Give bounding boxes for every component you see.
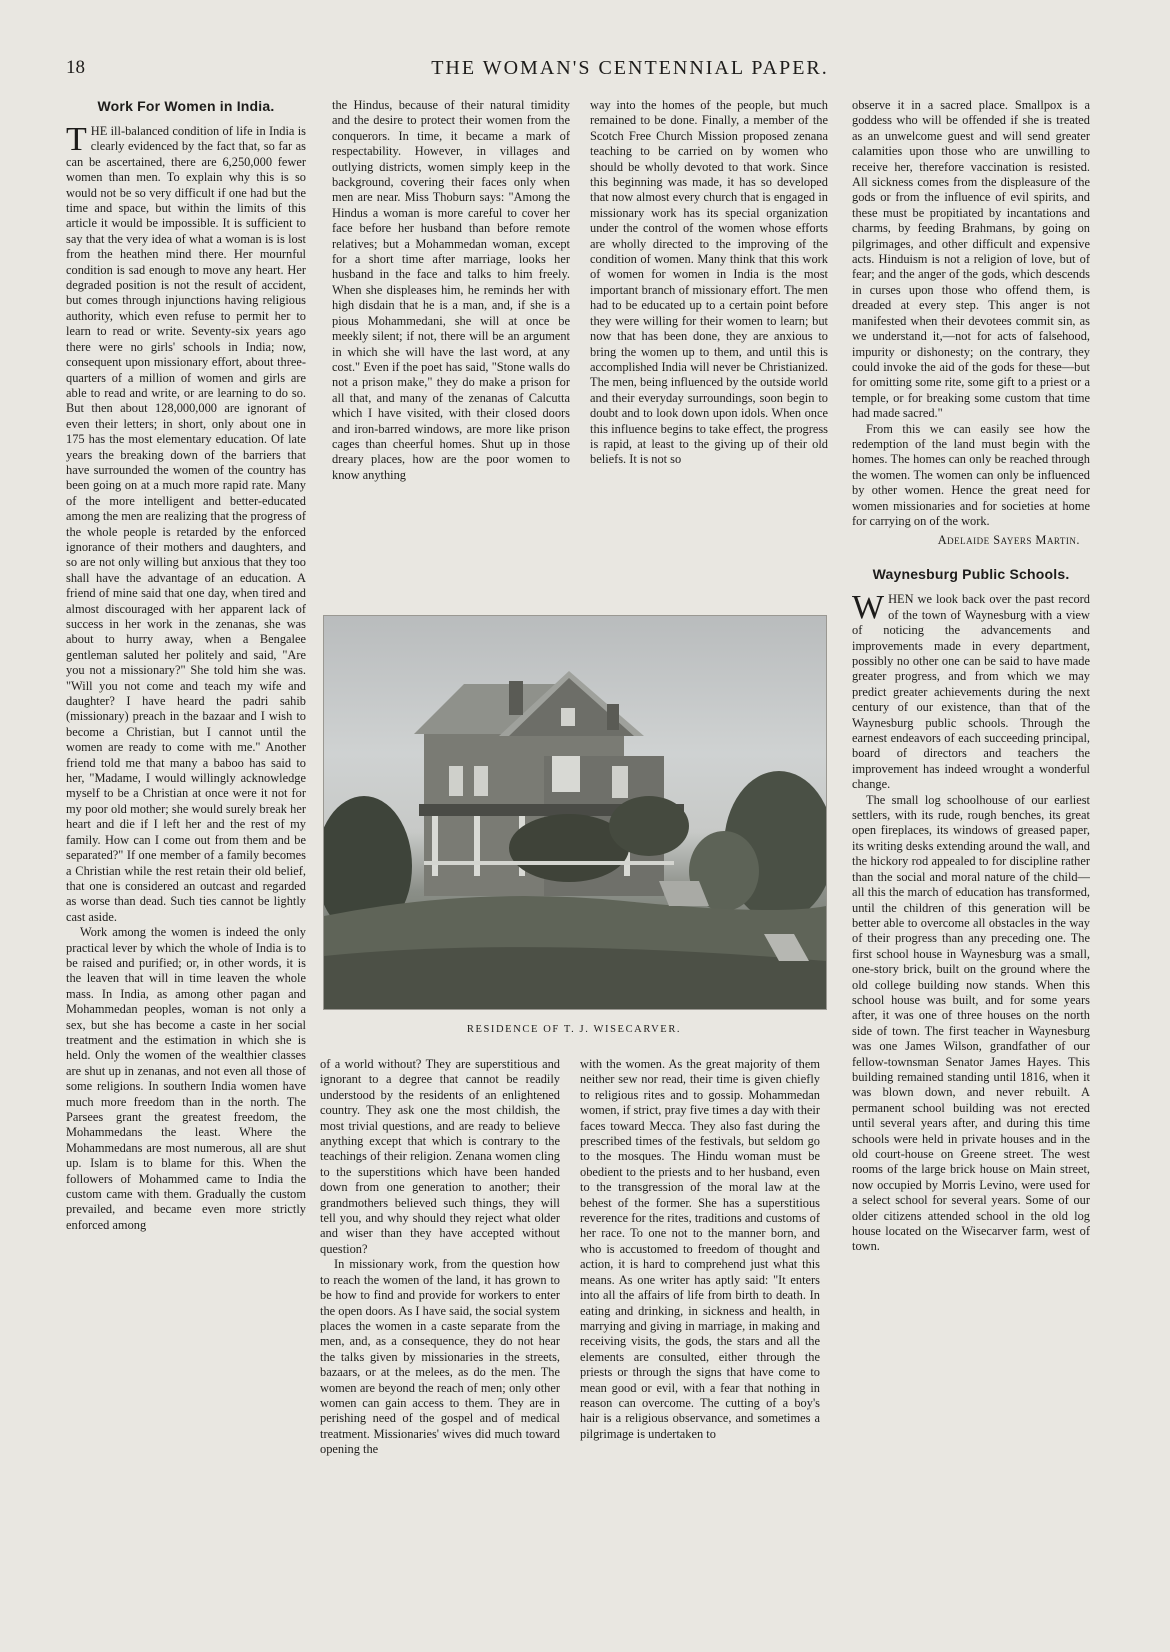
lawn-shadow — [324, 947, 826, 1009]
attic-window — [561, 708, 575, 726]
window — [474, 766, 488, 796]
column-1 — [66, 98, 306, 1593]
article-title-india: Work For Women in India. — [97, 98, 275, 114]
article-paragraph: From this we can easily see how the redemption of the land must begin with the homes. The homes can only be reached through the women. The women can only be influenced by other women. Hence the great need for women missionaries and for societies at home for carrying on of the work. — [852, 421, 1090, 528]
column-2-top — [332, 98, 570, 603]
article-paragraph: The small log schoolhouse of our earliest settlers, with its rude, rough benches, its great open fireplaces, its windows of greased paper, its writing desks extending around the wall, and the hickory rod appealed to for discipline rather than the social and moral nature of the child—all this the march of education has transformed, until the children of this generation will be better able to overcome all obstacles in the way of their progress than any preceding one. The first school house in Waynesburg was a small, one-story brick, built on the ground where the old college building now stands. When this school house was built, and for some years after, it was one of three houses on the north side of town. The first teacher in Waynesburg was one James Wilson, grandfather of our fellow-townsman Senator James Hayes. This building remained standing until 1816, when it was blown down, and never rebuilt. A permanent school building was not erected until several years after, and during this time schools were held in private houses and in the old court-house on Greene street. The west rooms of the large brick house on Main street, now occupied by Morris Levino, were used for a select school for several years. Some of our older citizens attended school in the old log house located on the Wisecarver farm, west of town. — [852, 792, 1090, 1254]
article-paragraph — [66, 121, 306, 925]
article-paragraph: way into the homes of the people, but much remained to be done. Finally, a member of the Scotch Free Church Mission proposed zenana teaching to be carried on by women who should be wholly devoted to that work. Since this beginning was made, it has so developed that now almost every church that is engaged in missionary work has its special organization under the control of the women whose efforts are wholly directed to the improving of the condition of women. Many think that this work of women for women in India is the most important branch of missionary effort. The men had to be educated up to a certain point before they were willing for their women to learn; but now that has been done, they are anxious to bring the women up to them, and until this is accomplished India will never be Christianized. The men, being influenced by the outside world and their everyday surroundings, soon begin to doubt and to look down upon idols. When once this influence begins to take effect, the progress is rapid, at least to the giving up of their old beliefs. It is not so — [590, 98, 828, 467]
window — [552, 756, 580, 792]
porch-column — [474, 816, 480, 876]
column-3-top — [590, 98, 828, 603]
house-illustration — [324, 616, 826, 1009]
article-paragraph: In missionary work, from the question how to reach the women of the land, it has grown to be how to find and provide for workers to enter the open doors. As I have said, the social system places the women in a caste separate from the men, and, as a consequence, they do not hear the talks given by missionaries in the streets, bazaars, or at the melees, as do the men. The women are beyond the reach of men; only other women can gain access to them. They are in perishing need of the gospel and of medical treatment. Missionaries' wives did much toward opening the — [320, 1257, 560, 1457]
paragraph-text: HEN we look back over the past record of the town of Waynesburg with a view of noticing the advancements and improvements made in every department, possibly no other one can be said to have made greater progress, and from which we may predict greater achievements during the next century of our existence, than that of the Waynesburg public schools. Through the earnest endeavors of each succeeding principal, board of directors and teachers the improvement has indeed wrought a wonderful change. — [852, 592, 1090, 792]
column-4 — [852, 98, 1090, 1593]
porch-vines — [609, 796, 689, 856]
window — [449, 766, 463, 796]
running-title: THE WOMAN'S CENTENNIAL PAPER. — [431, 57, 829, 79]
chimney-left — [509, 681, 523, 715]
article-paragraph: with the women. As the great majority of them neither sew nor read, their time is given chiefly to religious rites and to gossip. Mohammedan women, if strict, pray five times a day with their faces toward Mecca. They also fast during the prescribed times of the festivals, but seldom go to the mosques. The Hindu woman must be obedient to the priests and to her husband, even to the transgression of the moral law at the behest of the former. She has a superstitious reverence for the rites, traditions and customs of her race. To one not to the manner born, and who is accustomed to freedom of thought and action, it is hard to comprehend just what this means. As one writer has aptly said: "It enters into all the affairs of life from birth to death. In eating and drinking, in sickness and health, in marrying and giving in marriage, in making and receiving visits, the gods, the stars and all the elements are consulted, either through the priests or through the signs that have come to mean good or evil, with a fear that nothing in reason can overcome. The cutting of a boy's hair is a religious observance, and sometimes a pilgrimage is undertaken to — [580, 1057, 820, 1441]
article-paragraph — [852, 589, 1090, 792]
paragraph-text: HE ill-balanced condition of life in India is clearly evidenced by the fact that, so far as can be ascertained, there are 6,250,000 fewer women than men. To explain why this is so would not be so very difficult if one had but the time and space, but within the limits of this article it would be impossible. It is sufficient to say that the very idea of what a woman is is lost from the heathen mind there. Her mournful condition is sad enough to move any heart. Her degraded position is not the result of accident, but comes through injunctions having religious authority, which even refuse to permit her to learn to read or write. Seventy-six years ago there were no girls' schools in India; now, consequent upon missionary effort, about three-quarters of a million of women and girls are able to read and write, or are learning to do so. But then about 128,000,000 are ignorant of even their letters; in short, only about one in 175 has the most elementary education. Of late years the breaking down of the barriers that have surrounded the women of the country has been going on at a much more rapid rate. Many of the more intelligent and better-educated among the men are realizing that the progress of the whole people is retarded by the enforced ignorance of their mothers and daughters, and so are not only willing but anxious that they too shall have the advantage of an education. A friend of mine said that one day, when tired and almost discouraged with her apparent lack of success in her work in the zenanas, she was about to hurry away, when a Bengalee gentleman saluted her politely and said, "Are you not a missionary?" She told him she was. "Will you not come and teach my wife and daughter? I have heard the padri sahib (missionary) preach in the bazaar and I wish to become a Christian, but I cannot until the women are ready to come with me." Another friend told me that many a baboo has said to her, "Madame, I would willingly acknowledge myself to be a Christian at once were it not for my poor old mother; she would surely break her heart and die if I left her and the rest of my family. How can I come out from them and be separated?" If one member of a family becomes a Christian while the rest retain their old belief, that one is considered an outcast and regarded as worse than dead. Such ties cannot be lightly cast aside. — [66, 124, 306, 924]
article-paragraph: Work among the women is indeed the only practical lever by which the whole of India is to be raised and purified; or, in other words, it is the leaven that will in time leaven the whole mass. In India, as among other pagan and Mohammedan peoples, woman is not only a sex, but she has become a caste in her social treatment and the estimation in which she is held. Only the women of the wealthier classes are shut up in zenanas, and not even all those of some religions. In southern India women have much more freedom than in the north. The Parsees grant the greatest freedom, the Mohammedans the least. Where the Mohammedans are most numerous, all are shut up. Islam is to blame for this. When the followers of Mohammed came to India the custom came with them. Gradually the custom prevailed, and became even more strictly enforced among — [66, 925, 306, 1232]
column-2-bottom — [320, 1057, 560, 1593]
residence-photograph — [323, 615, 827, 1010]
article-paragraph: the Hindus, because of their natural timidity and the desire to protect their women from the conquerors. In time, it became a mark of respectability. However, in villages and outlying districts, women simply keep in the background, covering their faces only when men are near. Miss Thoburn says: "Among the Hindus a woman is more careful to cover her face before her husband than before remote relatives; but a Mohammedan woman, except for a short time after marriage, looks her husband in the face and talks to him freely. When she displeases him, he reminds her with high disdain that he is a man, and, if she is a pious Mohammedani, she will at once be meekly silent; if not, there will be an argument in which she will have the last word, at any cost." Even if the poet has said, "Stone walls do not a prison make," they do make a prison for all that, and many of the zenanas of Calcutta which I have visited, with their closed doors and iron-barred windows, are more like prison cages than cheerful homes. Shut up in those dreary places, how are the poor women to know anything — [332, 98, 570, 482]
porch-column — [432, 816, 438, 876]
drop-cap: T — [66, 121, 87, 158]
porch-railing — [424, 861, 674, 865]
article-title-schools: Waynesburg Public Schools. — [872, 566, 1070, 583]
chimney-right — [607, 704, 619, 730]
column-3-bottom — [580, 1057, 820, 1593]
page-number: 18 — [66, 57, 85, 78]
window — [612, 766, 628, 798]
drop-cap: W — [852, 589, 885, 627]
photo-caption: RESIDENCE OF T. J. WISECARVER. — [466, 1024, 682, 1035]
article-paragraph: of a world without? They are superstitious and ignorant to a degree that cannot be readily understood by the residents of an enlightened country. They ask one the most childish, the most trivial questions, and are ready to believe anything except that which is contrary to the teachings of their religion. Zenana women cling to the superstitions which have been handed down from one generation to another; their grandmothers believed such things, they will tell you, and why should they reject what older and wiser than they have accepted without question? — [320, 1057, 560, 1256]
article-paragraph: observe it in a sacred place. Smallpox is a goddess who will be offended if she is treated as an unwelcome guest and will send greater calamities upon those who are unwilling to receive her, therefore vaccination is resisted. All sickness comes from the displeasure of the gods or from the influence of evil spirits, and these must be propitiated by incantations and charms, by feeding Brahmans, by going on pilgrimages, and other difficult and expensive acts. Hinduism is not a religion of love, but of fear; and the anger of the gods, which descends in curses upon those who offend them, is dreaded at every step. This anger is not manifested when their devotees commit sin, as we understand it,—not for acts of falsehood, impurity or dishonesty; on the contrary, they could invoke the aid of the gods for these—but for omitting some rite, some gift to a priest or a temple, or for breaking some custom that time had made sacred." — [852, 98, 1090, 421]
author-signature: Adelaide Sayers Martin. — [937, 533, 1080, 548]
